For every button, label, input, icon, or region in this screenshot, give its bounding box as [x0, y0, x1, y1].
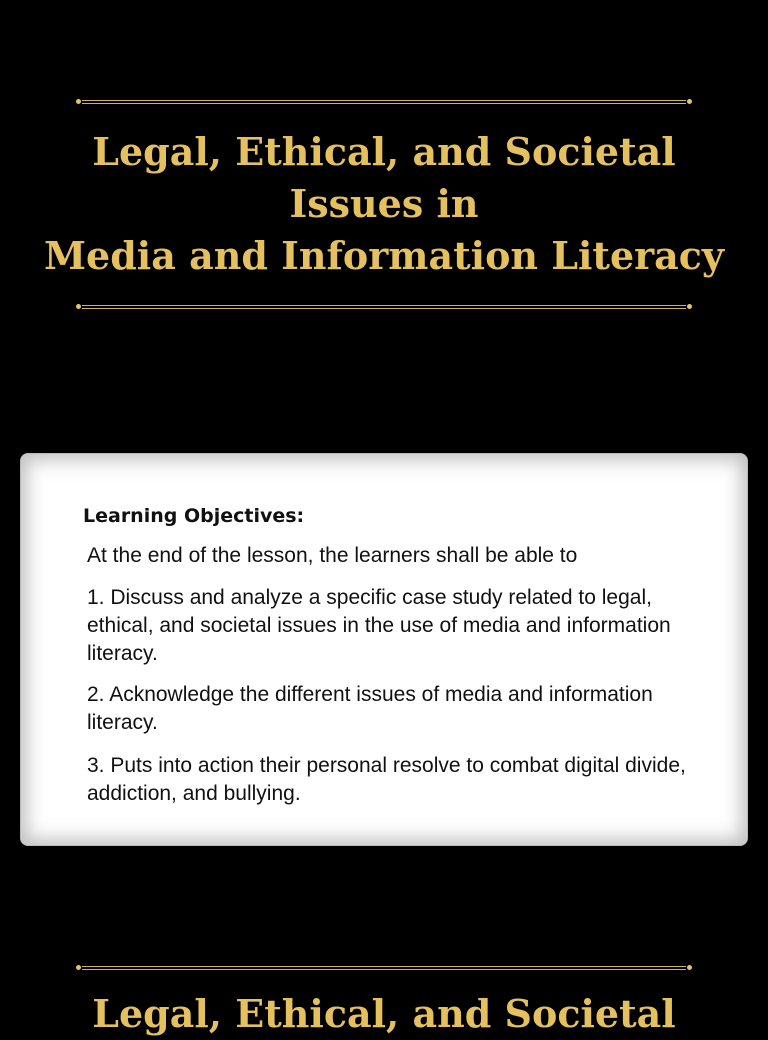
objective-item-2: 2. Acknowledge the different issues of media and information literacy. — [87, 683, 653, 734]
next-slide-decorative-rule — [76, 965, 692, 971]
objectives-intro: At the end of the lesson, the learners shall be able to — [87, 544, 578, 567]
bottom-decorative-rule — [76, 304, 692, 310]
rule-dot-right — [687, 304, 692, 309]
objective-item-3: 3. Puts into action their personal resolve to combat digital divide, addiction, and bullying. — [87, 754, 686, 805]
rule-dot-right — [687, 99, 692, 104]
rule-dot-right — [687, 965, 692, 970]
slide-title-line-2: Issues in — [289, 181, 479, 226]
slide-title-line-1: Legal, Ethical, and Societal — [92, 129, 676, 174]
learning-objectives-card — [20, 453, 748, 846]
objectives-heading: Learning Objectives: — [83, 505, 305, 527]
next-slide-title-line-1: Legal, Ethical, and Societal — [92, 991, 676, 1036]
slide-title — [0, 126, 768, 282]
objective-item-1: 1. Discuss and analyze a specific case study related to legal, ethical, and societal issues in the use of media and information literacy. — [87, 586, 671, 665]
slide-title-line-3: Media and Information Literacy — [43, 233, 725, 278]
rule-dot-left — [76, 304, 81, 309]
rule-dot-left — [76, 965, 81, 970]
top-decorative-rule — [76, 99, 692, 105]
next-slide-title — [0, 988, 768, 1040]
rule-dot-left — [76, 99, 81, 104]
